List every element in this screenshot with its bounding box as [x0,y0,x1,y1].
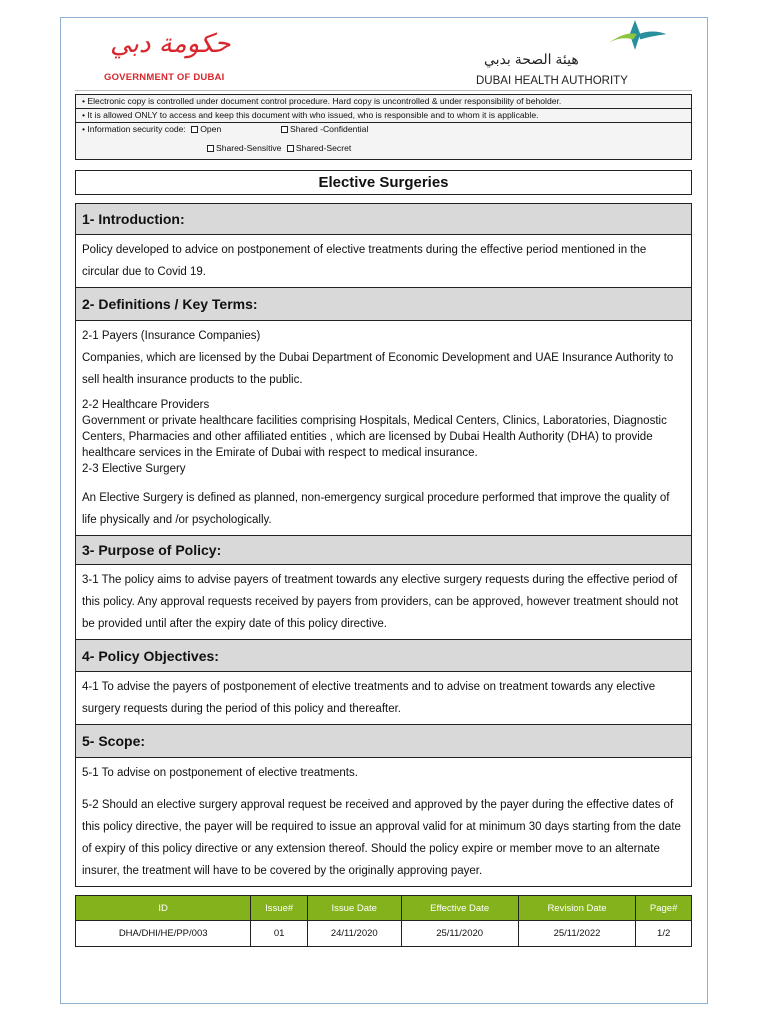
paragraph: 2-1 Payers (Insurance Companies) [82,330,261,342]
table-header-row [76,896,692,921]
option-shared-confidential: Shared -Confidential [290,124,369,134]
dha-logo-arabic: هيئة الصحة بدبي [484,51,579,67]
checkbox-open[interactable] [191,126,198,133]
government-of-dubai-logo [100,28,230,88]
section-body-purpose [76,565,691,639]
table-row [76,921,692,947]
gov-logo-english: GOVERNMENT OF DUBAI [104,72,225,83]
section-body-introduction [76,235,691,287]
cell-page: 1/2 [636,921,692,947]
cell-issue-date: 24/11/2020 [308,921,402,947]
cell-revision-date: 25/11/2022 [518,921,636,947]
cell-issue: 01 [251,921,308,947]
policy-body [75,203,692,887]
paragraph: 5-2 Should an elective surgery approval request be received and approved by the payer during the effective dates of this policy directive, the payer will be required to issue an approval valid for at minimum 30 days starting from the date of expiry of this policy directive or any extension thereof. Should the policy expire or member move to an alternate insurer, the treatment will have to be covered by the originally approving payer. [82,799,681,877]
notice-line-1: Electronic copy is controlled under document control procedure. Hard copy is uncontrolled & under responsibility of beholder. [87,96,562,106]
section-heading-definitions: 2- Definitions / Key Terms: [76,287,691,321]
notice-line-2: It is allowed ONLY to access and keep this document with who issued, who is responsible and to whom it is applicable. [87,110,539,120]
control-notice: • Electronic copy is controlled under document control procedure. Hard copy is uncontrolled & under responsibility of beholder. • It is allowed ONLY to access and keep this document with who issued, who is responsible and to whom it is applicable. • Information security code: Open Shared -Confidential Shared-Sensitive Shared-Secret [75,94,692,160]
paragraph: Companies, which are licensed by the Dubai Department of Economic Development and UAE Insurance Authority to sell health insurance products to the public. [82,352,674,386]
paragraph: Policy developed to advice on postponement of elective treatments during the effective period mentioned in the circular due to Covid 19. [82,244,647,278]
section-heading-introduction: 1- Introduction: [76,204,691,235]
document-content [75,94,692,961]
paragraph: An Elective Surgery is defined as planned, non-emergency surgical procedure performed that improve the quality of life physically and /or psychologically. [82,492,670,526]
option-shared-sensitive: Shared-Sensitive [216,143,282,153]
col-id: ID [76,896,251,921]
dha-emblem-icon [600,20,670,50]
option-open: Open [200,124,222,134]
checkbox-shared-secret[interactable] [287,145,294,152]
col-issue: Issue# [251,896,308,921]
document-info-table [75,895,692,947]
section-body-definitions [76,321,691,535]
paragraph: 4-1 To advise the payers of postponement of elective treatments and to advise on treatment towards any elective surgery requests during the period of this policy and thereafter. [82,681,656,715]
paragraph: 5-1 To advise on postponement of elective treatments. [82,767,358,779]
header-divider [75,90,692,91]
col-effective-date: Effective Date [401,896,518,921]
paragraph: 2-3 Elective Surgery [82,463,186,475]
paragraph: 2-2 Healthcare Providers [82,399,210,411]
cell-id: DHA/DHI/HE/PP/003 [76,921,251,947]
section-body-scope [76,758,691,886]
security-code-label: Information security code: [87,124,186,134]
dha-logo [470,20,670,90]
section-heading-scope: 5- Scope: [76,724,691,758]
col-issue-date: Issue Date [308,896,402,921]
paragraph: 3-1 The policy aims to advise payers of treatment towards any elective surgery requests during the effective period of this policy. Any approval requests received by payers from providers, can be approved, however treatment should not be provided until after the expiry date of this policy directive. [82,574,679,630]
document-title: Elective Surgeries [75,170,692,195]
checkbox-shared-confidential[interactable] [281,126,288,133]
col-revision-date: Revision Date [518,896,636,921]
cell-effective-date: 25/11/2020 [401,921,518,947]
paragraph: Government or private healthcare facilities comprising Hospitals, Medical Centers, Clinics, Laboratories, Diagnostic Centers, Pharmacies and other affiliated entities , which are licensed by Dubai Health Authority (DHA) to provide healthcare services in the Emirate of Dubai with respect to medical insurance. [82,415,667,459]
checkbox-shared-sensitive[interactable] [207,145,214,152]
section-heading-objectives: 4- Policy Objectives: [76,639,691,672]
dha-logo-english: DUBAI HEALTH AUTHORITY [476,75,628,87]
col-page: Page# [636,896,692,921]
gov-logo-arabic: حكومة دبي [110,29,231,59]
section-heading-purpose: 3- Purpose of Policy: [76,535,691,565]
option-shared-secret: Shared-Secret [295,143,352,153]
section-body-objectives [76,672,691,724]
